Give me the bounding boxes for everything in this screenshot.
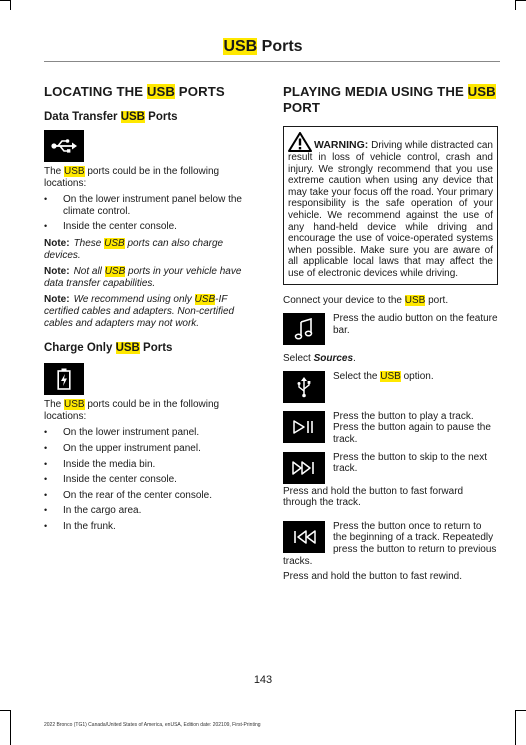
crop-mark [516,0,526,1]
step-previous-text: Press the button once to return to the beginning of a track. Repeatedly press the button to return to previous tracks. [283,520,497,567]
warning-text [288,132,493,280]
warning-body: Driving while distracted can result in loss of vehicle control, crash and injury. We strongly recommend that you use extreme caution when using any device that may take your focus off the road. Your primary responsibility is the safe operation of your vehicle. We recommend against the use of any hand-held device while driving and encourage the use of voice-operated systems when possible. Make sure you are aware of all applicable local laws that may affect the use of electronic devices while driving. [288,140,493,279]
charge-only-locations [44,427,262,532]
section-heading-playing-media: PLAYING MEDIA USING THE USB PORT [283,84,496,115]
crop-mark [10,710,11,745]
note-data-capability: Note: Not all USB ports in your vehicle have data transfer capabilities. [44,266,242,289]
charge-only-intro: The USB ports could be in the following locations: [44,399,220,422]
usb-source-icon [283,371,325,403]
list-item: • On the upper instrument panel. [44,443,262,455]
step-previous [283,521,498,567]
skip-previous-icon [283,521,325,553]
title-rest: Ports [257,38,303,55]
list-item: • On the lower instrument panel. [44,427,262,439]
step-rewind-text: Press and hold the button to fast rewind. [283,571,462,583]
list-item: • Inside the center console. [44,221,262,233]
step-usb-option [283,371,498,405]
play-pause-icon [283,411,325,443]
step-skip-text: Press the button to skip to the next track. [333,451,487,475]
step-play-text: Press the button to play a track. Press the button again to pause the track. [333,410,491,445]
select-sources: Select Sources. [283,353,356,365]
warning-triangle-icon [288,132,312,152]
list-item: • On the lower instrument panel below the climate control. [44,194,262,217]
crop-mark [10,0,11,10]
subheading-data-transfer: Data Transfer USB Ports [44,111,178,123]
list-item: • In the frunk. [44,521,262,533]
step-audio-text: Press the audio button on the feature bar. [333,313,498,336]
step-audio [283,313,498,347]
left-column [44,84,262,537]
crop-mark [515,0,516,10]
list-item: • In the cargo area. [44,505,262,517]
title-divider [44,61,500,62]
page-number: 143 [253,674,273,686]
data-transfer-intro: The USB ports could be in the following locations: [44,166,220,189]
list-item: • Inside the media bin. [44,459,262,471]
connect-instruction: Connect your device to the USB port. [283,294,449,306]
right-column [283,84,498,588]
step-skip [283,452,498,509]
section-heading-locating: LOCATING THE USB PORTS [44,84,225,99]
step-usb-text: Select the USB option. [333,370,434,382]
music-note-icon [283,313,325,345]
battery-charge-icon [44,363,84,395]
subheading-charge-only: Charge Only USB Ports [44,342,173,355]
list-item: • Inside the center console. [44,474,262,486]
list-item: • On the rear of the center console. [44,490,262,502]
crop-mark [515,710,516,745]
usb-symbol-icon [44,130,84,162]
warning-box [283,126,498,285]
footer-edition: 2022 Bronco (TG1) Canada/United States of America, enUSA, Edition date: 202109, First-Printing [44,722,261,728]
note-charge: Note: These USB ports can also charge devices. [44,237,224,261]
crop-mark [0,710,10,711]
data-transfer-locations [44,194,262,233]
crop-mark [0,0,10,1]
warning-label: WARNING: [314,139,369,151]
crop-mark [516,710,526,711]
skip-next-icon [283,452,325,484]
title-highlight: USB [223,38,258,55]
page-title [0,38,526,56]
note-certified-cables: Note: We recommend using only USB-IF certified cables and adapters. Non-certified cables and adapters may not work. [44,294,235,329]
step-play-pause [283,411,498,446]
step-skip-hold-text: Press and hold the button to fast forward through the track. [283,485,464,509]
